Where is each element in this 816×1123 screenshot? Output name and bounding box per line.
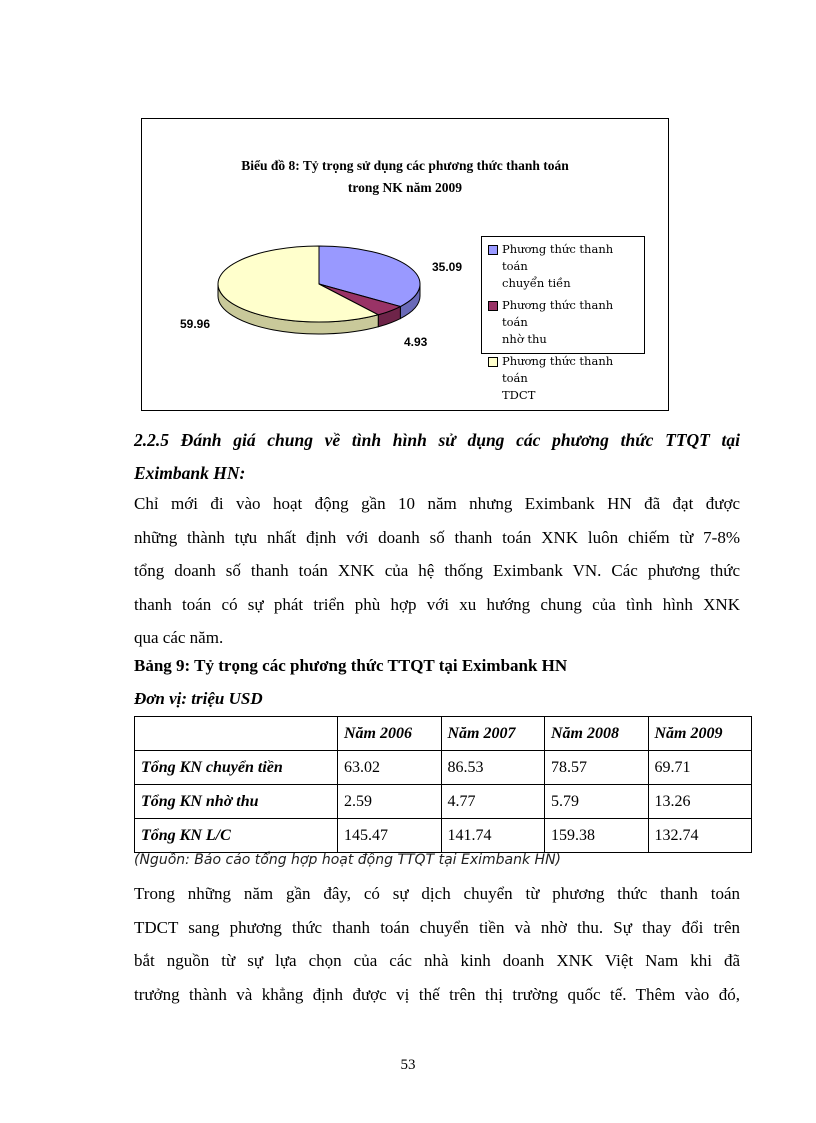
legend-swatch-nho-thu	[488, 301, 498, 311]
table-header-cell: Năm 2006	[338, 717, 442, 751]
table-cell: 78.57	[545, 751, 649, 785]
legend-label-cont: TDCT	[502, 388, 536, 402]
section-heading-line-1: 2.2.5 Đánh giá chung về tình hình sử dụng các phương thức TTQT tại	[134, 430, 740, 450]
chart-legend	[481, 236, 645, 402]
table-header-cell: Năm 2007	[441, 717, 545, 751]
section-heading	[134, 430, 740, 451]
paragraph-line: những thành tựu nhất định với doanh số thanh toán XNK luôn chiếm từ 7-8%	[134, 527, 740, 547]
table-row	[135, 819, 752, 853]
pie-data-label-0: 35.09	[432, 260, 463, 274]
paragraph-2	[134, 877, 740, 1011]
table-source-note: (Nguồn: Báo cáo tổng hợp hoạt động TTQT tại Eximbank HN)	[134, 852, 561, 868]
table-cell: 4.77	[441, 785, 545, 819]
table-cell: 145.47	[338, 819, 442, 853]
pie-data-label-2: 59.96	[180, 317, 211, 331]
table-row	[135, 785, 752, 819]
table-row-label: Tổng KN nhờ thu	[135, 785, 338, 819]
paragraph-line: bắt nguồn từ sự lựa chọn của các nhà kinh doanh XNK Việt Nam khi đã	[134, 951, 740, 970]
pie-data-label-1: 4.93	[404, 335, 428, 349]
table-header-cell: Năm 2009	[648, 717, 752, 751]
table-caption: Bảng 9: Tỷ trọng các phương thức TTQT tại Eximbank HN	[134, 656, 568, 675]
table-header-cell: Năm 2008	[545, 717, 649, 751]
pie-chart-figure	[141, 118, 669, 411]
legend-swatch-tdct	[488, 357, 498, 367]
legend-label: Phương thức thanh toán	[502, 298, 614, 329]
paragraph-line: qua các năm.	[134, 628, 224, 647]
table-cell: 63.02	[338, 751, 442, 785]
legend-item-chuyen-tien	[488, 241, 640, 292]
paragraph-line: Chỉ mới đi vào hoạt động gần 10 năm nhưng Eximbank HN đã đạt được	[134, 494, 740, 513]
legend-swatch-chuyen-tien	[488, 245, 498, 255]
paragraph-line: Trong những năm gần đây, có sự dịch chuyển từ phương thức thanh toán	[134, 884, 740, 903]
table-cell: 5.79	[545, 785, 649, 819]
paragraph-line: tổng doanh số thanh toán XNK của hệ thống Eximbank VN. Các phương thức	[134, 561, 740, 580]
data-table	[134, 716, 752, 853]
table-row-label: Tổng KN chuyển tiền	[135, 751, 338, 785]
table-unit: Đơn vị: triệu USD	[134, 689, 263, 708]
table-header-cell	[135, 717, 338, 751]
legend-label-cont: chuyển tiền	[502, 276, 571, 290]
table-cell: 86.53	[441, 751, 545, 785]
paragraph-line: thanh toán có sự phát triển phù hợp với xu hướng chung của tình hình XNK	[134, 594, 740, 614]
paragraph-line: TDCT sang phương thức thanh toán chuyển tiền và nhờ thu. Sự thay đổi trên	[134, 917, 740, 937]
table-cell: 132.74	[648, 819, 752, 853]
paragraph-line: trưởng thành và khẳng định được vị thế trên thị trường quốc tế. Thêm vào đó,	[134, 984, 740, 1004]
legend-item-tdct	[488, 353, 640, 404]
table-row	[135, 751, 752, 785]
table-cell: 159.38	[545, 819, 649, 853]
chart-title-line-1: Biểu đồ 8: Tỷ trọng sử dụng các phương thức thanh toán	[241, 158, 569, 173]
section-heading-cont: Eximbank HN:	[134, 463, 246, 483]
table-cell: 69.71	[648, 751, 752, 785]
chart-title-line-2: trong NK năm 2009	[347, 180, 463, 195]
legend-label: Phương thức thanh toán	[502, 354, 614, 385]
paragraph-1	[134, 487, 740, 655]
table-header-row	[135, 717, 752, 751]
legend-item-nho-thu	[488, 297, 640, 348]
table-cell: 13.26	[648, 785, 752, 819]
table-cell: 2.59	[338, 785, 442, 819]
table-cell: 141.74	[441, 819, 545, 853]
page-number: 53	[400, 1057, 416, 1073]
table-row-label: Tổng KN L/C	[135, 819, 338, 853]
legend-label: Phương thức thanh toán	[502, 242, 614, 273]
legend-label-cont: nhờ thu	[502, 332, 547, 346]
